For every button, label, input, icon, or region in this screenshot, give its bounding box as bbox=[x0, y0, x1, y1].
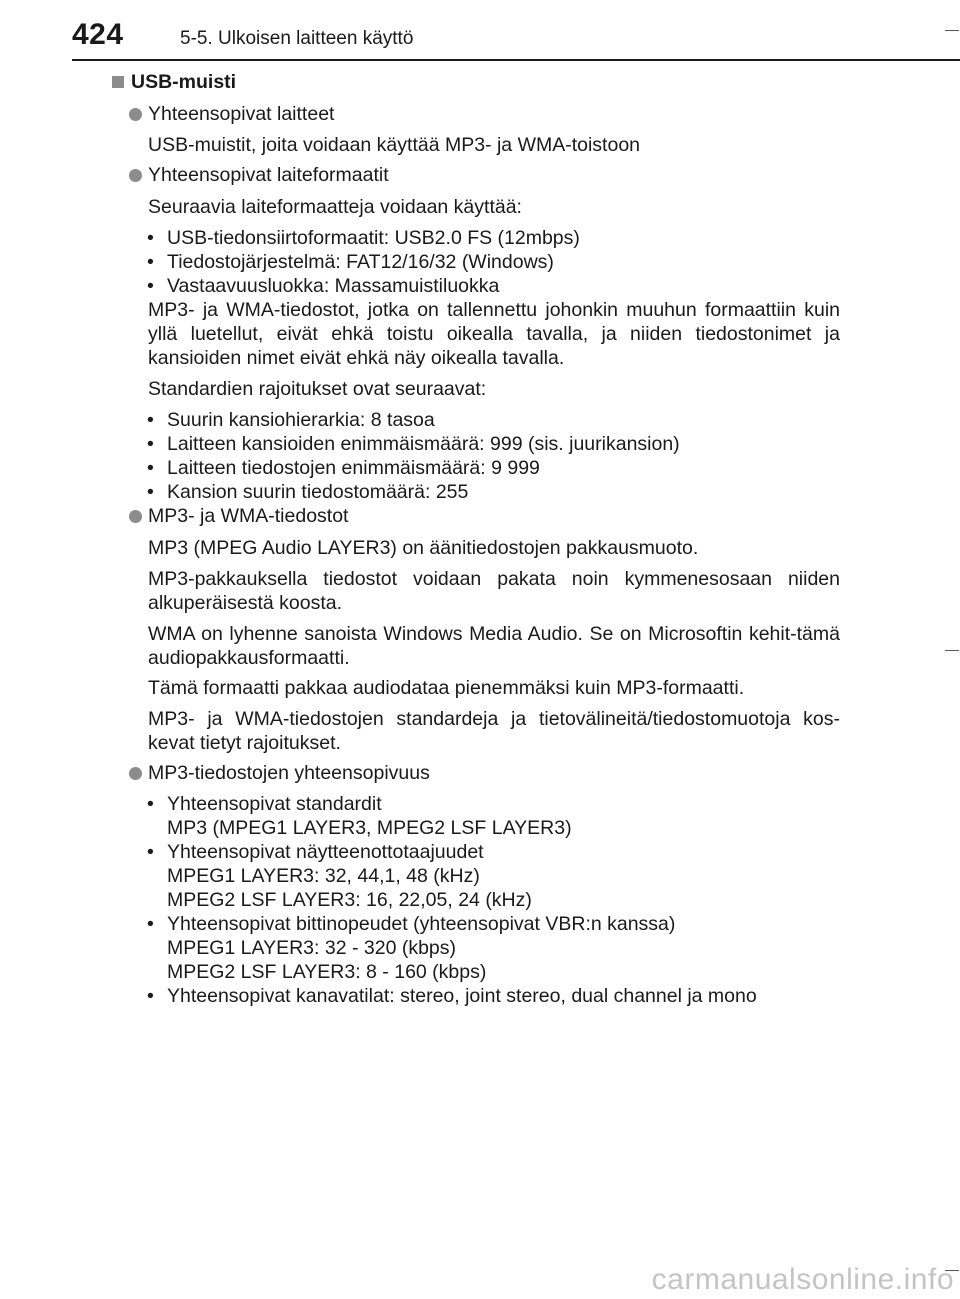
subheading-device-formats: Yhteensopivat laiteformaatit bbox=[148, 164, 389, 186]
format-note-paragraph: MP3- ja WMA-tiedostot, jotka on tallennettu johonkin muuhun formaattiin kuin yllä luetellut, eivät ehkä toistu oikealla tavalla, ja niiden tiedostonimet ja kansioiden nimet eivät ehkä näy oikealla tavalla. bbox=[148, 299, 840, 369]
bullet-dot-icon bbox=[129, 767, 142, 780]
list-bullet: • bbox=[147, 227, 154, 249]
list-bullet: • bbox=[147, 275, 154, 297]
list-item: Yhteensopivat kanavatilat: stereo, joint stereo, dual channel ja mono bbox=[167, 985, 757, 1007]
list-item-detail: MPEG1 LAYER3: 32 - 320 (kbps) bbox=[167, 937, 457, 959]
mp3-wma-paragraph: Tämä formaatti pakkaa audiodataa pienemmäksi kuin MP3-formaatti. bbox=[148, 677, 745, 699]
list-bullet: • bbox=[147, 409, 154, 431]
compatible-devices-text: USB-muistit, joita voidaan käyttää MP3- ja WMA-toistoon bbox=[148, 134, 641, 156]
list-item: Yhteensopivat näytteenottotaajuudet bbox=[167, 841, 484, 863]
list-bullet: • bbox=[147, 433, 154, 455]
bullet-dot-icon bbox=[129, 510, 142, 523]
page-header bbox=[0, 0, 960, 60]
mp3-wma-paragraph: MP3-pakkauksella tiedostot voidaan pakata noin kymmenesosaan niiden alkuperäisestä koosta. bbox=[148, 568, 840, 614]
crop-mark bbox=[945, 650, 959, 651]
list-item: Laitteen kansioiden enimmäismäärä: 999 (sis. juurikansion) bbox=[167, 433, 680, 455]
bullet-dot-icon bbox=[129, 108, 142, 121]
limits-intro: Standardien rajoitukset ovat seuraavat: bbox=[148, 378, 487, 400]
list-item-detail: MP3 (MPEG1 LAYER3, MPEG2 LSF LAYER3) bbox=[167, 817, 572, 839]
list-bullet: • bbox=[147, 985, 154, 1007]
list-item-detail: MPEG2 LSF LAYER3: 8 - 160 (kbps) bbox=[167, 961, 487, 983]
subheading-compatible-devices: Yhteensopivat laitteet bbox=[148, 103, 335, 125]
header-rule bbox=[72, 59, 960, 61]
list-bullet: • bbox=[147, 793, 154, 815]
list-item: Yhteensopivat standardit bbox=[167, 793, 382, 815]
list-bullet: • bbox=[147, 913, 154, 935]
watermark: carmanualsonline.info bbox=[651, 1263, 954, 1296]
mp3-wma-paragraph: MP3 (MPEG Audio LAYER3) on äänitiedostojen pakkausmuoto. bbox=[148, 537, 699, 559]
list-item-detail: MPEG1 LAYER3: 32, 44,1, 48 (kHz) bbox=[167, 865, 480, 887]
subheading-mp3-wma: MP3- ja WMA-tiedostot bbox=[148, 505, 349, 527]
crop-mark bbox=[945, 30, 959, 31]
page-number: 424 bbox=[72, 18, 124, 51]
list-bullet: • bbox=[147, 457, 154, 479]
list-item-detail: MPEG2 LSF LAYER3: 16, 22,05, 24 (kHz) bbox=[167, 889, 532, 911]
list-item: Laitteen tiedostojen enimmäismäärä: 9 999 bbox=[167, 457, 540, 479]
list-bullet: • bbox=[147, 481, 154, 503]
list-item: Vastaavuusluokka: Massamuistiluokka bbox=[167, 275, 500, 297]
list-item: Tiedostojärjestelmä: FAT12/16/32 (Windows) bbox=[167, 251, 554, 273]
list-item: Suurin kansiohierarkia: 8 tasoa bbox=[167, 409, 435, 431]
list-bullet: • bbox=[147, 841, 154, 863]
section-heading: USB-muisti bbox=[131, 71, 237, 93]
heading-square-icon bbox=[112, 76, 124, 88]
section-title: 5-5. Ulkoisen laitteen käyttö bbox=[180, 28, 414, 49]
mp3-wma-paragraph: WMA on lyhenne sanoista Windows Media Audio. Se on Microsoftin kehit-tämä audiopakkausformaatti. bbox=[148, 623, 840, 669]
mp3-wma-paragraph: MP3- ja WMA-tiedostojen standardeja ja tietovälineitä/tiedostomuotoja kos-kevat tietyt rajoitukset. bbox=[148, 708, 840, 754]
list-item: Kansion suurin tiedostomäärä: 255 bbox=[167, 481, 469, 503]
list-bullet: • bbox=[147, 251, 154, 273]
subheading-mp3-compat: MP3-tiedostojen yhteensopivuus bbox=[148, 762, 430, 784]
device-formats-intro: Seuraavia laiteformaatteja voidaan käyttää: bbox=[148, 196, 522, 218]
list-item: Yhteensopivat bittinopeudet (yhteensopivat VBR:n kanssa) bbox=[167, 913, 676, 935]
list-item: USB-tiedonsiirtoformaatit: USB2.0 FS (12mbps) bbox=[167, 227, 580, 249]
bullet-dot-icon bbox=[129, 169, 142, 182]
